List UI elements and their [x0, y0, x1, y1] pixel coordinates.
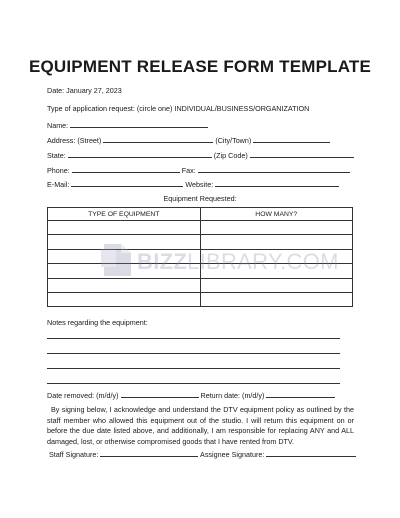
- return-date-label: Return date: (m/d/y): [200, 391, 265, 400]
- assignee-signature-label: Assignee Signature:: [200, 450, 265, 459]
- name-field[interactable]: [70, 120, 208, 128]
- date-removed-field[interactable]: [121, 390, 199, 398]
- staff-signature-field[interactable]: [100, 449, 198, 457]
- column-header-quantity: HOW MANY?: [200, 208, 353, 221]
- assignee-signature-field[interactable]: [266, 449, 356, 457]
- notes-label: Notes regarding the equipment:: [47, 318, 148, 327]
- email-field[interactable]: [71, 179, 183, 187]
- equipment-type-cell[interactable]: [48, 221, 201, 235]
- address-row: [47, 135, 330, 145]
- column-header-type: TYPE OF EQUIPMENT: [48, 208, 201, 221]
- page-title: EQUIPMENT RELEASE FORM TEMPLATE: [28, 57, 372, 76]
- notes-line[interactable]: [47, 368, 340, 369]
- quantity-cell[interactable]: [200, 292, 353, 306]
- fax-field[interactable]: [198, 165, 350, 173]
- table-header-row: [48, 208, 353, 221]
- notes-line[interactable]: [47, 383, 340, 384]
- city-label: (City/Town): [215, 136, 252, 145]
- quantity-cell[interactable]: [200, 278, 353, 292]
- quantity-cell[interactable]: [200, 221, 353, 235]
- website-field[interactable]: [215, 179, 339, 187]
- dates-row: [47, 390, 335, 400]
- name-label: Name:: [47, 121, 69, 130]
- watermark-text: BIZZLIBRARY.COM: [137, 249, 339, 274]
- phone-row: [47, 165, 350, 175]
- phone-label: Phone:: [47, 166, 70, 175]
- zip-field[interactable]: [250, 150, 354, 158]
- document-logo-icon: [101, 240, 135, 278]
- notes-line[interactable]: [47, 353, 340, 354]
- signature-row: [49, 449, 356, 459]
- date-line: Date: January 27, 2023: [47, 86, 122, 95]
- phone-field[interactable]: [72, 165, 180, 173]
- application-request: Type of application request: (circle one) INDIVIDUAL/BUSINESS/ORGANIZATION: [47, 104, 310, 113]
- watermark: [101, 240, 339, 283]
- email-row: [47, 179, 339, 189]
- quantity-cell[interactable]: [200, 235, 353, 249]
- website-label: Website:: [185, 180, 214, 189]
- table-row: [48, 292, 353, 306]
- email-label: E-Mail:: [47, 180, 70, 189]
- fax-label: Fax:: [181, 166, 196, 175]
- equipment-requested-heading: Equipment Requested:: [163, 194, 237, 203]
- city-field[interactable]: [253, 135, 330, 143]
- state-field[interactable]: [68, 150, 212, 158]
- notes-line[interactable]: [47, 338, 340, 339]
- street-field[interactable]: [103, 135, 213, 143]
- table-row: [48, 235, 353, 249]
- table-row: [48, 278, 353, 292]
- staff-signature-label: Staff Signature:: [49, 450, 99, 459]
- state-label: State:: [47, 151, 66, 160]
- return-date-field[interactable]: [266, 390, 335, 398]
- street-label: Address: (Street): [47, 136, 102, 145]
- zip-label: (Zip Code): [213, 151, 248, 160]
- equipment-type-cell[interactable]: [48, 292, 201, 306]
- table-row: [48, 221, 353, 235]
- name-row: [47, 120, 208, 130]
- agreement-paragraph: By signing below, I acknowledge and understand the DTV equipment policy as outlined by the staff member who allowed this equipment out of the studio. I will return this equipment on or before the due date listed above, and additionally, I am responsible for replacing ANY and ALL damaged, lost, or otherwise compromised goods that I have rented from DTV.: [47, 405, 354, 446]
- state-row: [47, 150, 354, 160]
- date-removed-label: Date removed: (m/d/y): [47, 391, 119, 400]
